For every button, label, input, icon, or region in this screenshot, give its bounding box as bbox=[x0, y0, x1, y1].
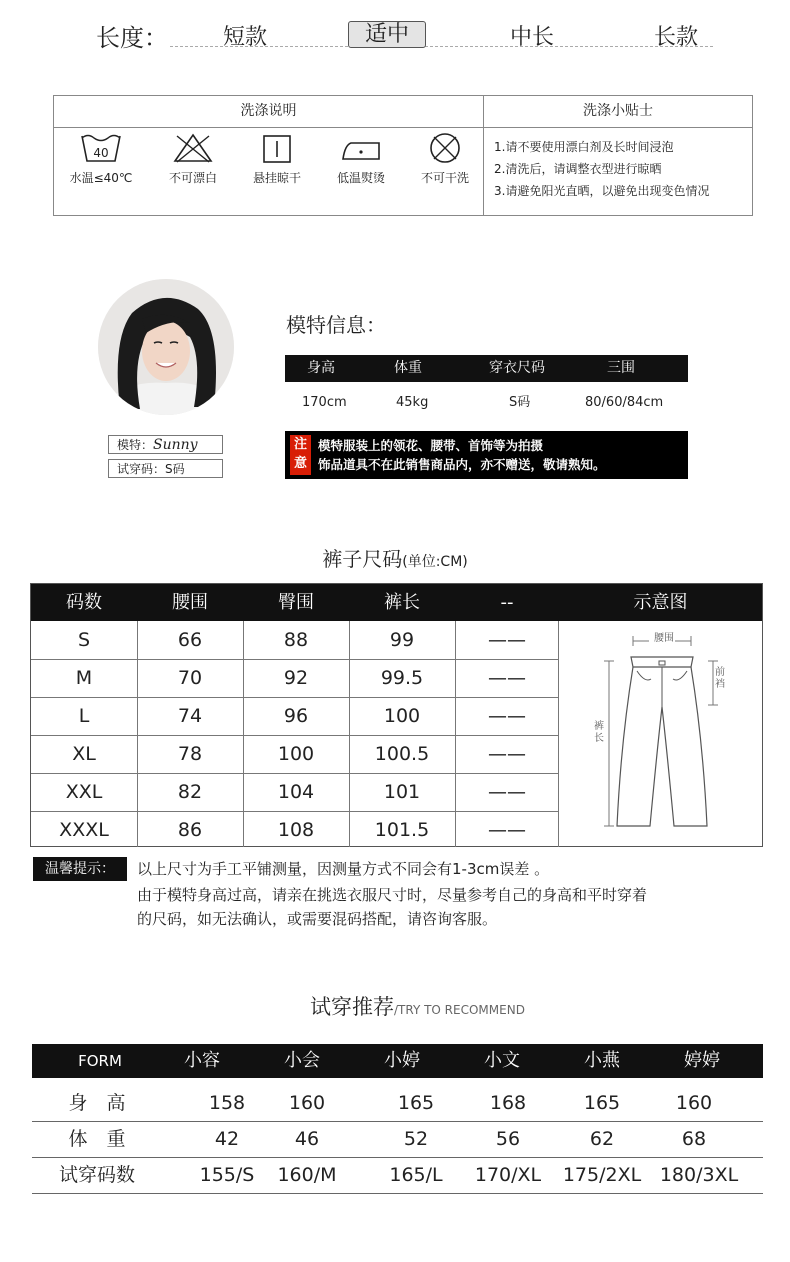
diagram-rise-label: 前裆 bbox=[715, 667, 725, 690]
model-size-tag: 试穿码：S码 bbox=[108, 459, 223, 478]
low-iron-icon bbox=[339, 132, 383, 164]
tryon-header: FORM bbox=[78, 1052, 122, 1070]
wash-tip: 3.请避免阳光直晒，以避免出现变色情况 bbox=[494, 184, 710, 198]
hang-dry-icon bbox=[255, 132, 299, 164]
notice-mark: 注 意 bbox=[290, 435, 311, 475]
svg-text:40: 40 bbox=[93, 146, 109, 160]
table-row: 试穿码数 155/S 160/M 165/L 170/XL 175/2XL 180/3XL bbox=[32, 1157, 763, 1194]
pants-size-table bbox=[30, 583, 763, 847]
wash-tips-list bbox=[494, 136, 709, 202]
wash-item-dryclean bbox=[403, 132, 487, 186]
pants-header: 裤长 bbox=[384, 592, 420, 613]
no-dry-clean-icon bbox=[423, 132, 467, 164]
tryon-header: 小文 bbox=[484, 1050, 520, 1071]
model-size-value: S码 bbox=[509, 395, 531, 410]
tryon-header: 小燕 bbox=[584, 1050, 620, 1071]
wash-item-bleach bbox=[151, 132, 235, 186]
table-row: L 74 96 100 —— bbox=[31, 697, 559, 736]
model-values-row bbox=[285, 389, 688, 416]
pants-size-title: 裤子尺码(单位:CM) bbox=[322, 547, 468, 571]
pants-header: 腰围 bbox=[172, 592, 208, 613]
model-signature: Sunny bbox=[153, 437, 198, 453]
model-notice bbox=[285, 431, 688, 479]
tryon-header: 小容 bbox=[184, 1050, 220, 1071]
table-row: M 70 92 99.5 —— bbox=[31, 659, 559, 698]
length-option-midlong[interactable]: 中长 bbox=[509, 25, 554, 50]
table-row: 体 重 42 46 52 56 62 68 bbox=[32, 1121, 763, 1158]
pants-header: 示意图 bbox=[633, 592, 688, 613]
wash-caption-temp: 水温≤40℃ bbox=[69, 171, 133, 185]
table-row: XXL 82 104 101 —— bbox=[31, 773, 559, 812]
table-row: XXXL 86 108 101.5 —— bbox=[59, 819, 526, 841]
model-height-value: 170cm bbox=[302, 395, 347, 410]
wash-caption-dryclean: 不可干洗 bbox=[420, 171, 469, 185]
wash-item-temp bbox=[59, 132, 143, 186]
length-option-long[interactable]: 长款 bbox=[653, 25, 698, 50]
table-row: S 66 88 99 —— bbox=[31, 621, 559, 660]
model-header-bar bbox=[285, 355, 688, 382]
pants-diagram bbox=[559, 621, 762, 847]
wash-title: 洗涤说明 bbox=[54, 96, 483, 128]
wash-item-iron bbox=[319, 132, 403, 186]
length-option-short[interactable]: 短款 bbox=[222, 25, 267, 50]
diagram-length-label: 裤长 bbox=[594, 721, 604, 744]
notice-text: 模特服装上的领花、腰带、首饰等为拍摄 饰品道具不在此销售商品内，亦不赠送，敬请熟知。 bbox=[318, 438, 606, 472]
table-row: XL 78 100 100.5 —— bbox=[31, 735, 559, 774]
model-title: 模特信息： bbox=[286, 313, 386, 337]
wash-caption-iron: 低温熨烫 bbox=[336, 171, 385, 185]
pants-header-row bbox=[31, 584, 762, 621]
length-label: 长度： bbox=[96, 24, 168, 52]
length-option-medium-selected[interactable]: 适中 bbox=[348, 21, 426, 48]
model-name-tag bbox=[108, 435, 223, 454]
pants-header: 臀围 bbox=[278, 592, 314, 613]
wash-panel bbox=[53, 95, 753, 216]
wash-tip: 1.请不要使用漂白剂及长时间浸泡 bbox=[494, 140, 674, 154]
model-measure-value: 80/60/84cm bbox=[585, 395, 664, 410]
pants-header: -- bbox=[500, 592, 514, 613]
model-header: 三围 bbox=[607, 360, 635, 376]
diagram-waist-label: 腰围 bbox=[654, 633, 674, 644]
wash-caption-hang: 悬挂晾干 bbox=[252, 171, 301, 185]
reminder-tag: 温馨提示： bbox=[33, 857, 127, 881]
reminder-text: 以上尺寸为手工平铺测量，因测量方式不同会有1-3cm误差 。 由于模特身高过高，请亲在挑选衣服尺寸时，尽量参考自己的身高和平时穿着 的尺码，如无法确认，或需要混码搭配，请咨询客服。 bbox=[137, 860, 648, 928]
wash-tips-title: 洗涤小贴士 bbox=[484, 96, 752, 128]
table-row: 身 高 158 160 165 168 165 160 bbox=[32, 1085, 763, 1122]
tryon-header: 小会 bbox=[284, 1050, 320, 1071]
pants-sketch-icon bbox=[559, 621, 762, 847]
model-name-label: 模特： bbox=[117, 438, 154, 452]
tryon-header: 婷婷 bbox=[684, 1050, 720, 1071]
pants-header: 码数 bbox=[66, 592, 102, 613]
tryon-title: 试穿推荐/TRY TO RECOMMEND bbox=[310, 995, 525, 1019]
tryon-header-row bbox=[32, 1044, 763, 1078]
model-avatar bbox=[98, 279, 234, 415]
no-bleach-icon bbox=[171, 132, 215, 164]
wash-caption-bleach: 不可漂白 bbox=[168, 171, 217, 185]
model-header: 体重 bbox=[394, 360, 422, 376]
wash-item-hang bbox=[235, 132, 319, 186]
tryon-header: 小婷 bbox=[384, 1050, 420, 1071]
wash-tip: 2.清洗后，请调整衣型进行晾晒 bbox=[494, 162, 662, 176]
model-header: 穿衣尺码 bbox=[489, 360, 545, 376]
model-weight-value: 45kg bbox=[396, 395, 429, 410]
wash-40-icon bbox=[79, 132, 123, 164]
model-header: 身高 bbox=[307, 360, 335, 376]
